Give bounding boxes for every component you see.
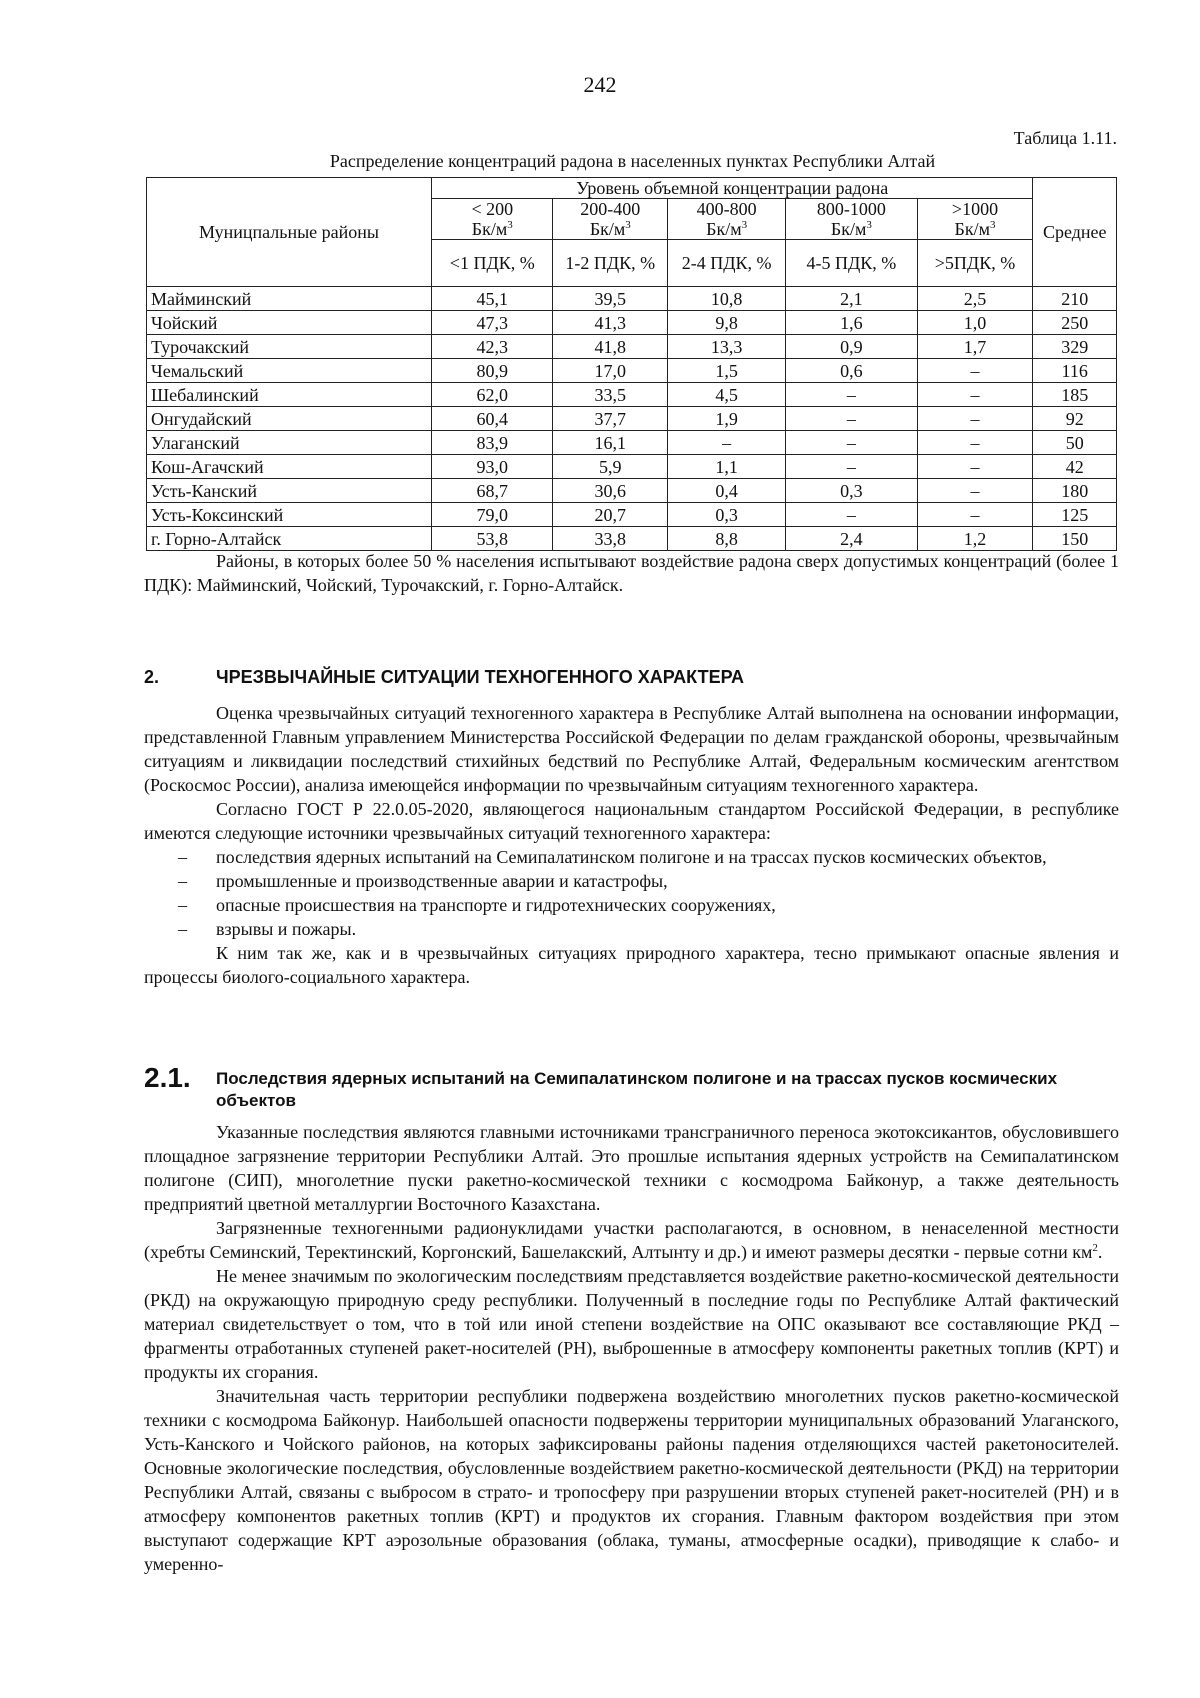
radon-table [146, 177, 1117, 551]
average-cell: 180 [1033, 479, 1117, 503]
average-cell: 210 [1033, 287, 1117, 311]
value-cell: 2,5 [917, 287, 1033, 311]
paragraph: Согласно ГОСТ Р 22.0.05-2020, являющегося национальным стандартом Российской Федерации, в республике имеются следующие источники чрезвычайных ситуаций техногенного характера: [144, 799, 1119, 843]
value-cell: 41,8 [553, 335, 668, 359]
header-average: Среднее [1033, 178, 1117, 287]
value-cell: 33,5 [553, 383, 668, 407]
value-cell: 0,6 [786, 359, 917, 383]
subsection-number: 2.1. [144, 1062, 191, 1093]
value-cell: 1,2 [917, 527, 1033, 551]
value-cell: – [917, 359, 1033, 383]
average-cell: 42 [1033, 455, 1117, 479]
table-row [147, 359, 1117, 383]
value-cell: – [786, 431, 917, 455]
value-cell: 16,1 [553, 431, 668, 455]
district-cell: Турочакский [147, 335, 432, 359]
section-2-heading [144, 667, 744, 688]
value-cell: – [917, 431, 1033, 455]
source-list [144, 845, 1119, 941]
value-cell: 2,1 [786, 287, 917, 311]
value-cell: 1,9 [668, 407, 786, 431]
value-cell: – [786, 503, 917, 527]
value-cell: 53,8 [432, 527, 553, 551]
value-cell: 93,0 [432, 455, 553, 479]
value-cell: 1,1 [668, 455, 786, 479]
dash-bullet: – [178, 871, 187, 891]
value-cell: 1,5 [668, 359, 786, 383]
value-cell: 79,0 [432, 503, 553, 527]
header-pdk: 1-2 ПДК, % [553, 240, 668, 287]
value-cell: 2,4 [786, 527, 917, 551]
value-cell: – [786, 455, 917, 479]
section-title: ЧРЕЗВЫЧАЙНЫЕ СИТУАЦИИ ТЕХНОГЕННОГО ХАРАКТЕРА [216, 667, 745, 687]
table-header [147, 178, 1117, 287]
value-cell: 0,3 [786, 479, 917, 503]
value-cell: 83,9 [432, 431, 553, 455]
header-pdk: <1 ПДК, % [432, 240, 553, 287]
average-cell: 250 [1033, 311, 1117, 335]
value-cell: 60,4 [432, 407, 553, 431]
table-row [147, 383, 1117, 407]
section-2-body [144, 701, 1119, 989]
average-cell: 150 [1033, 527, 1117, 551]
header-range: 200-400 $Бк/м^3$ [553, 199, 668, 240]
table-body [147, 287, 1117, 551]
header-districts: Муницпальные районы [147, 178, 432, 287]
value-cell: 68,7 [432, 479, 553, 503]
section-number: 2. [144, 667, 160, 687]
average-cell: 125 [1033, 503, 1117, 527]
table-row [147, 527, 1117, 551]
value-cell: 0,3 [668, 503, 786, 527]
value-cell: 62,0 [432, 383, 553, 407]
value-cell: 4,5 [668, 383, 786, 407]
table-row [147, 407, 1117, 431]
value-cell: – [917, 455, 1033, 479]
paragraph: Значительная часть территории республики подвержена воздействию многолетних пусков ракетно-космической техники с космодрома Байконур. Наибольшей опасности подвержены территории муниципальных образований Улаганского, Усть-Канского и Чойского районов, на которых зафиксированы районы падения отделяющихся частей ракетоносителей. Основные экологические последствия, обусловленные воздействием ракетно-космической деятельности (РКД) на территории Республики Алтай, связаны с выбросом в страто- и тропосферу при разрушении вторых ступеней ракет-носителей (РН) и в атмосферу компонентов ракетных топлив (КРТ) и продуктов их сгорания. Главным фактором воздействия при этом выступают содержащие КРТ аэрозольные образования (облака, туманы, атмосферные осадки), приводящие к слабо- и умеренно- [144, 1386, 1119, 1574]
superscript: 2 [1092, 1242, 1098, 1254]
dash-bullet: – [178, 895, 187, 915]
value-cell: 1,0 [917, 311, 1033, 335]
paragraph: К ним так же, как и в чрезвычайных ситуациях природного характера, тесно примыкают опасные явления и процессы биолого-социального характера. [144, 943, 1119, 987]
dash-bullet: – [178, 847, 187, 867]
header-pdk: 4-5 ПДК, % [786, 240, 917, 287]
district-cell: Кош-Агачский [147, 455, 432, 479]
value-cell: 9,8 [668, 311, 786, 335]
header-range: 400-800 $Бк/м^3$ [668, 199, 786, 240]
value-cell: 45,1 [432, 287, 553, 311]
value-cell: 37,7 [553, 407, 668, 431]
table-row [147, 503, 1117, 527]
header-range: >1000 $Бк/м^3$ [917, 199, 1033, 240]
paragraph: Оценка чрезвычайных ситуаций техногенного характера в Республике Алтай выполнена на основании информации, представленной Главным управлением Министерства Российской Федерации по делам гражданской обороны, чрезвычайным ситуациям и ликвидации последствий стихийных бедствий по Республике Алтай, Федеральным космическим агентством (Роскосмос России), анализа имеющейся информации по чрезвычайным ситуациям техногенного характера. [144, 703, 1119, 795]
district-cell: Усть-Канский [147, 479, 432, 503]
district-cell: г. Горно-Алтайск [147, 527, 432, 551]
value-cell: 1,6 [786, 311, 917, 335]
average-cell: 329 [1033, 335, 1117, 359]
average-cell: 116 [1033, 359, 1117, 383]
paragraph: Не менее значимым по экологическим последствиям представляется воздействие ракетно-космической деятельности (РКД) на окружающую природную среду республики. Полученный в последние годы по Республике Алтай фактический материал свидетельствует о том, что в той или иной степени воздействие на ОПС оказывают все составляющие РКД – фрагменты отработанных ступеней ракет-носителей (РН), выброшенные в атмосферу компоненты ракетных топлив (КРТ) и продукты их сгорания. [144, 1266, 1119, 1382]
header-range: 800-1000 $Бк/м^3$ [786, 199, 917, 240]
after-table-text [144, 549, 1119, 597]
header-level: Уровень объемной концентрации радона [432, 178, 1033, 199]
district-cell: Чемальский [147, 359, 432, 383]
table-row [147, 335, 1117, 359]
subsection-title: Последствия ядерных испытаний на Семипалатинском полигоне и на трассах пусков космических объектов [216, 1069, 1058, 1110]
district-cell: Улаганский [147, 431, 432, 455]
district-cell: Шебалинский [147, 383, 432, 407]
header-pdk: >5ПДК, % [917, 240, 1033, 287]
value-cell: 17,0 [553, 359, 668, 383]
page-number: 242 [583, 72, 617, 97]
paragraph: Районы, в которых более 50 % населения испытывают воздействие радона сверх допустимых концентраций (более 1 ПДК): Майминский, Чойский, Турочакский, г. Горно-Алтайск. [144, 551, 1119, 595]
district-cell: Чойский [147, 311, 432, 335]
value-cell: 10,8 [668, 287, 786, 311]
header-range: < 200 $Бк/м^3$ [432, 199, 553, 240]
list-item: – промышленные и производственные аварии и катастрофы, [178, 871, 668, 891]
value-cell: – [917, 383, 1033, 407]
table-row [147, 311, 1117, 335]
district-cell: Майминский [147, 287, 432, 311]
paragraph: Указанные последствия являются главными источниками трансграничного переноса экотоксикантов, обусловившего площадное загрязнение территории Республики Алтай. Это прошлые испытания ядерных устройств на Семипалатинском полигоне (СИП), многолетние пуски ракетно-космической техники с космодрома Байконур, а также деятельность предприятий цветной металлургии Восточного Казахстана. [144, 1122, 1119, 1214]
value-cell: – [917, 479, 1033, 503]
average-cell: 185 [1033, 383, 1117, 407]
value-cell: 20,7 [553, 503, 668, 527]
value-cell: 41,3 [553, 311, 668, 335]
list-item: – последствия ядерных испытаний на Семипалатинском полигоне и на трассах пусков космических объектов, [178, 847, 1047, 867]
value-cell: 30,6 [553, 479, 668, 503]
table-label: Таблица 1.11. [1013, 128, 1117, 148]
list-item: – опасные происшествия на транспорте и гидротехнических сооружениях, [178, 895, 776, 915]
table-row [147, 455, 1117, 479]
value-cell: – [668, 431, 786, 455]
list-item: – взрывы и пожары. [178, 919, 357, 939]
value-cell: 80,9 [432, 359, 553, 383]
value-cell: 13,3 [668, 335, 786, 359]
table-title: Распределение концентраций радона в населенных пунктах Республики Алтай [329, 151, 936, 171]
table-row [147, 479, 1117, 503]
section-2-1-body [144, 1120, 1119, 1576]
value-cell: 0,9 [786, 335, 917, 359]
paragraph: Загрязненные техногенными радионуклидами участки располагаются, в основном, в ненаселенной местности (хребты Семинский, Теректинский, Коргонский, Башелакский, Алтынту и др.) и имеют размеры десятки - первые сотни $км^2$. [144, 1218, 1119, 1262]
average-cell: 92 [1033, 407, 1117, 431]
average-cell: 50 [1033, 431, 1117, 455]
dash-bullet: – [178, 919, 187, 939]
value-cell: 5,9 [553, 455, 668, 479]
value-cell: 1,7 [917, 335, 1033, 359]
value-cell: 0,4 [668, 479, 786, 503]
value-cell: 8,8 [668, 527, 786, 551]
value-cell: 39,5 [553, 287, 668, 311]
district-cell: Усть-Коксинский [147, 503, 432, 527]
value-cell: 33,8 [553, 527, 668, 551]
value-cell: – [917, 407, 1033, 431]
table-row [147, 431, 1117, 455]
table-row [147, 287, 1117, 311]
header-pdk: 2-4 ПДК, % [668, 240, 786, 287]
value-cell: – [917, 503, 1033, 527]
value-cell: 47,3 [432, 311, 553, 335]
value-cell: – [786, 407, 917, 431]
district-cell: Онгудайский [147, 407, 432, 431]
value-cell: – [786, 383, 917, 407]
value-cell: 42,3 [432, 335, 553, 359]
